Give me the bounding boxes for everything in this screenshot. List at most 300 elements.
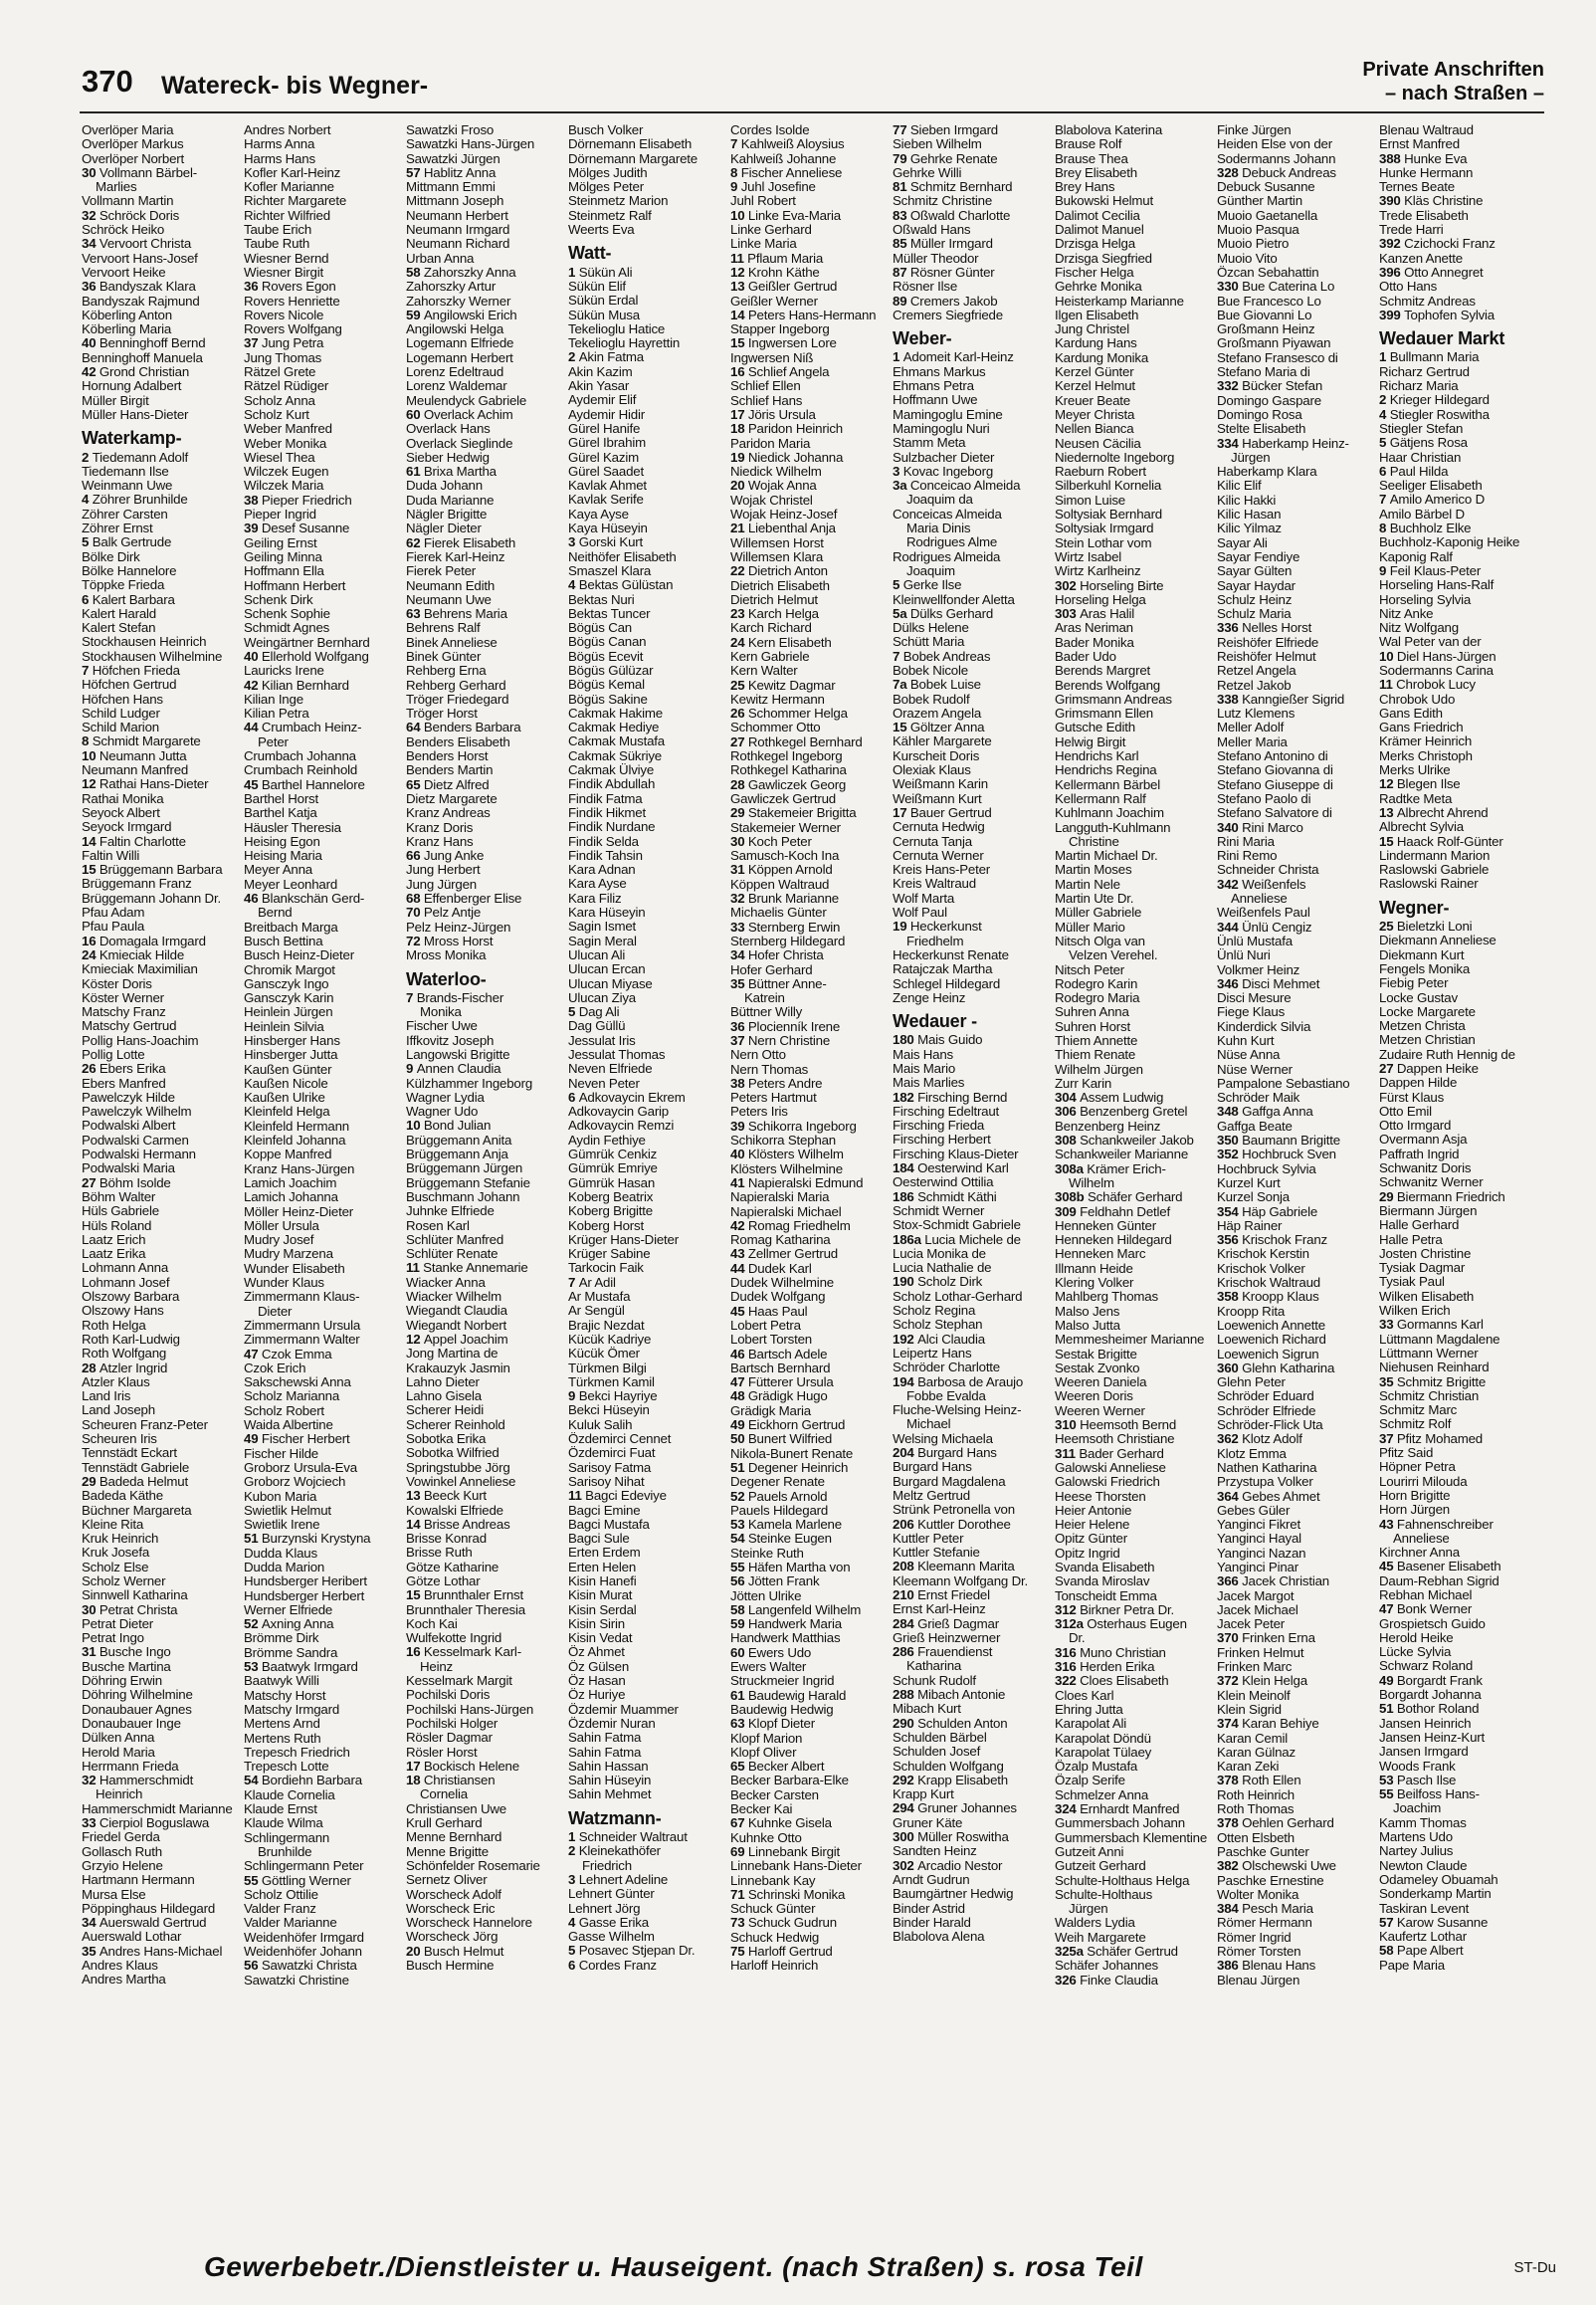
list-item-continuation [406,1787,568,1801]
list-item [244,878,406,892]
resident-name: Gürel Saadet [568,464,644,479]
resident-name: Podwalski Maria [82,1161,175,1176]
house-number: 6 [568,1958,579,1973]
list-item [568,1176,730,1190]
resident-name: Adomeit Karl-Heinz [902,350,1014,365]
resident-name: Rini Maria [1217,834,1275,849]
list-item [730,123,893,137]
list-item [893,1333,1055,1347]
resident-name: Kmieciak Hilde [99,947,185,962]
resident-name: Rathai Monika [82,791,164,806]
resident-name: Horn Brigitte [1379,1488,1451,1503]
list-item [244,166,406,180]
directory-column [1055,123,1217,2243]
resident-name: Petrat Christa [99,1602,178,1617]
resident-name: Weinmann Uwe [82,479,173,494]
resident-name: Brisse Konrad [406,1532,487,1547]
resident-name: Frinken Erna [1242,1631,1315,1646]
resident-name: Breitbach Marga [244,920,338,935]
house-number: 304 [1055,1091,1081,1106]
list-item [406,1603,568,1617]
resident-name: Kleinfeld Helga [244,1105,330,1120]
resident-name: Kilic Hasan [1217,508,1282,523]
resident-name: Müller Theodor [893,251,979,266]
resident-name: Vowinkel Anneliese [406,1474,516,1489]
resident-name: Joaquim da [906,493,973,508]
list-item [1055,1418,1217,1432]
list-item [1217,763,1379,777]
house-number: 186a [893,1232,925,1247]
list-item [1217,252,1379,266]
resident-name: Sayar Gülten [1217,564,1293,579]
list-item [82,266,244,280]
house-number: 4 [568,1915,579,1930]
list-item [1379,1175,1541,1189]
list-item [406,1688,568,1702]
resident-name: Lahno Dieter [406,1374,480,1389]
resident-name: Wilczek Eugen [244,465,329,480]
resident-name: Krischok Franz [1242,1233,1327,1248]
resident-name: Jürgen [1069,1902,1108,1917]
house-number: 7 [893,649,903,664]
list-item [893,1161,1055,1175]
list-item [568,379,730,393]
house-number: 16 [730,365,748,380]
list-item [568,451,730,465]
list-item [82,806,244,820]
list-item [82,1674,244,1688]
list-item [1055,963,1217,977]
list-item [1379,721,1541,734]
resident-name: Schwanitz Werner [1379,1175,1484,1190]
list-item [406,1504,568,1518]
list-item [1055,152,1217,166]
list-item [730,508,893,522]
house-number: 37 [730,1034,748,1048]
list-item [1217,1447,1379,1461]
house-number: 308 [1055,1134,1081,1149]
house-number: 372 [1217,1674,1243,1689]
resident-name: Schmitz Andreas [1379,294,1476,309]
house-number: 32 [82,208,100,223]
list-item [568,535,730,549]
list-item [893,137,1055,151]
list-item [1055,1233,1217,1247]
resident-name: Vervoort Hans-Josef [82,251,198,266]
resident-name: Bögüs Kemal [568,678,645,693]
resident-name: Martin Nele [1055,877,1120,892]
list-item [893,1062,1055,1076]
list-item [1379,1475,1541,1489]
list-item [244,1262,406,1276]
resident-name: Desef Susanne [261,522,350,536]
list-item [1055,309,1217,322]
resident-name: Krull Gerhard [406,1816,483,1831]
resident-name: Kleinfeld Johanna [244,1134,346,1149]
list-item [406,636,568,650]
house-number: 12 [406,1332,424,1347]
list-item [244,309,406,322]
list-item [893,734,1055,748]
resident-name: Meyer Anna [244,863,312,878]
resident-name: Velzen Verehel. [1069,948,1158,963]
resident-name: Sükün Musa [568,308,640,322]
list-item [406,1161,568,1175]
resident-name: Marlies [96,180,137,195]
resident-name: Land Iris [82,1389,131,1404]
house-number: 55 [1379,1787,1397,1802]
resident-name: Schlegel Hildegard [893,976,1001,991]
list-item [1379,451,1541,465]
list-item [82,678,244,692]
list-item [568,294,730,308]
resident-name: Gehrke Willi [893,165,962,180]
list-item [1055,1020,1217,1034]
resident-name: Werner Elfriede [244,1602,333,1617]
list-item [730,494,893,508]
resident-name: Wilken Erich [1379,1304,1451,1319]
list-item [244,1732,406,1746]
resident-name: Schmitz Marc [1379,1403,1458,1418]
list-item [406,1375,568,1389]
list-item [1379,1091,1541,1105]
list-item [82,365,244,379]
list-item [1217,1732,1379,1746]
list-item [1217,1389,1379,1403]
house-number: 25 [1379,920,1397,935]
resident-name: Heisterkamp Marianne [1055,294,1184,309]
resident-name: Stockhausen Wilhelmine [82,649,223,664]
resident-name: Pfitz Said [1379,1446,1434,1461]
resident-name: Höpner Petra [1379,1460,1456,1475]
list-item [1217,806,1379,820]
house-number: 5 [568,1005,579,1020]
resident-name: Tekelioglu Hatice [568,321,666,336]
resident-name: Harms Hans [244,151,315,166]
resident-name: Wiesner Bernd [244,251,329,266]
resident-name: Kisin Serdal [568,1602,637,1617]
list-item [1055,322,1217,336]
list-item [893,920,1055,934]
resident-name: Kilian Petra [244,707,309,722]
list-item [244,295,406,309]
list-item [82,877,244,891]
list-item [406,679,568,693]
list-item [893,948,1055,962]
list-item [1379,1518,1541,1532]
list-item [1055,1404,1217,1418]
house-number: 63 [730,1717,748,1732]
resident-name: Hüls Roland [82,1218,152,1233]
list-item [730,1063,893,1077]
list-item [730,550,893,564]
list-item [406,1333,568,1347]
resident-name: Brüggemann Anja [406,1148,508,1162]
resident-name: Grimsmann Ellen [1055,707,1153,722]
resident-name: Chrobok Lucy [1396,678,1476,693]
resident-name: Schankweiler Jakob [1080,1134,1194,1149]
resident-name: Höfchen Gertrud [82,678,177,693]
resident-name: Grond Christian [99,365,190,380]
list-item [82,1347,244,1361]
list-item [406,1091,568,1105]
list-item [730,1945,893,1959]
list-item [568,935,730,948]
list-item [1379,593,1541,607]
list-item [568,777,730,791]
resident-name: Rothkegel Bernhard [747,734,863,749]
list-item [244,1703,406,1717]
list-item [1379,564,1541,578]
resident-name: Sobotka Erika [406,1432,487,1447]
resident-name: Valder Marianne [244,1916,337,1931]
resident-name: Glehn Katharina [1242,1361,1335,1375]
resident-name: Müller Gabriele [1055,906,1142,921]
list-item [568,1161,730,1175]
list-item [1055,1561,1217,1574]
resident-name: Kavlak Serife [568,493,644,508]
list-item [1055,693,1217,707]
resident-name: Brüggemann Barbara [99,863,223,878]
resident-name: Gutzeit Anni [1055,1844,1124,1859]
resident-name: Schröder Charlotte [893,1361,1001,1375]
resident-name: Sahin Mehmet [568,1787,652,1802]
house-number: 322 [1055,1674,1081,1689]
resident-name: Karan Zeki [1217,1760,1280,1775]
list-item [1055,892,1217,906]
list-item [1217,1831,1379,1845]
list-item [730,1617,893,1631]
list-item [82,550,244,564]
house-number: 312a [1055,1617,1088,1632]
resident-name: Benzenberg Heinz [1055,1119,1161,1134]
list-item [1217,1490,1379,1504]
resident-name: Fütterer Ursula [747,1375,834,1390]
resident-name: Yanginci Nazan [1217,1546,1306,1561]
list-item [82,906,244,920]
resident-name: Kisin Sirin [568,1616,625,1631]
list-item [1379,1148,1541,1161]
list-item [1379,707,1541,721]
list-item [893,1602,1055,1616]
resident-name: Pochilski Holger [406,1716,499,1731]
list-item [406,1204,568,1218]
resident-name: Schulden Anton [917,1716,1008,1731]
house-number: 7 [568,1275,579,1290]
list-item [1055,1760,1217,1774]
list-item [1217,1547,1379,1561]
list-item [82,194,244,208]
resident-name: Bordiehn Barbara [261,1774,362,1788]
footer-code: ST-Du [1513,2259,1556,2276]
list-item-continuation [893,1659,1055,1673]
list-item [1379,1902,1541,1916]
resident-name: Donaubauer Inge [82,1716,181,1731]
resident-name: Kewitz Dagmar [747,678,836,693]
list-item [730,1432,893,1446]
house-number: 29 [1379,1189,1397,1204]
list-item [406,1432,568,1446]
resident-name: Schankweiler Marianne [1055,1148,1189,1162]
list-item [1217,1404,1379,1418]
list-item [244,1561,406,1574]
resident-name: Kuhnke Otto [730,1830,802,1845]
list-item [568,393,730,407]
list-item [568,1674,730,1688]
house-number: 16 [406,1645,424,1660]
resident-name: Schneider Christa [1217,863,1319,878]
resident-name: Angilowski Helga [406,322,504,337]
list-item [568,1005,730,1019]
resident-name: Gätjens Rosa [1389,436,1468,451]
list-item [1217,1162,1379,1176]
list-item [82,1845,244,1859]
list-item [730,1190,893,1204]
house-number: 64 [406,721,424,735]
list-item [406,1134,568,1148]
list-item-continuation [1055,835,1217,849]
list-item [1217,1802,1379,1816]
house-number: 72 [406,934,424,948]
resident-name: Muoio Pasqua [1217,223,1299,238]
resident-name: Lohmann Josef [82,1275,170,1290]
list-item [1379,237,1541,251]
resident-name: Haack Rolf-Günter [1396,834,1503,849]
resident-name: Baatwyk Willi [244,1674,319,1689]
resident-name: Dalimot Cecilia [1055,208,1140,223]
resident-name: Oesterwind Ottilia [893,1175,994,1190]
list-item [82,1717,244,1731]
resident-name: Gehrke Renate [909,151,998,166]
list-item [1217,593,1379,607]
resident-name: Karan Cemil [1217,1731,1288,1746]
resident-name: Logemann Elfriede [406,336,514,351]
resident-name: Albrecht Sylvia [1379,820,1464,835]
house-number: 4 [82,493,93,508]
resident-name: Beeck Kurt [423,1489,487,1504]
resident-name: Schröder Eduard [1217,1389,1314,1404]
resident-name: Valder Franz [244,1902,316,1917]
list-item [1055,1475,1217,1489]
house-number: 15 [1379,834,1397,849]
list-item [406,536,568,550]
house-number: 29 [730,806,748,821]
resident-name: Döhring Erwin [82,1674,162,1689]
resident-name: Kranz Andreas [406,806,491,821]
resident-name: Binder Astrid [893,1901,965,1916]
list-item [730,821,893,835]
house-number: 366 [1217,1574,1243,1589]
resident-name: Brause Thea [1055,151,1128,166]
resident-name: Brüggemann Stefanie [406,1175,530,1190]
resident-name: Anneliese [1393,1531,1450,1546]
list-item [406,1119,568,1133]
resident-name: Roth Karl-Ludwig [82,1332,180,1347]
list-item [893,763,1055,777]
list-item [244,1105,406,1119]
resident-name: Schommer Helga [747,707,848,722]
resident-name: Feil Klaus-Peter [1389,563,1482,578]
resident-name: Ehring Jutta [1055,1702,1123,1717]
list-item [1379,393,1541,407]
resident-name: Napieralski Michael [730,1204,842,1219]
list-item [730,152,893,166]
resident-name: Brands-Fischer [416,990,504,1005]
resident-name: Ernst Karl-Heinz [893,1602,986,1617]
list-item [1055,1802,1217,1816]
resident-name: Jürgen [1231,450,1271,465]
list-item [244,821,406,835]
house-number: 300 [893,1830,918,1845]
resident-name: Müller Birgit [82,393,149,408]
list-item [244,1091,406,1105]
list-item [568,1532,730,1546]
resident-name: Bölke Dirk [82,549,140,564]
resident-name: Overlöper Norbert [82,151,185,166]
list-item [1217,1048,1379,1062]
resident-name: Bader Gerhard [1079,1446,1164,1461]
resident-name: Borgardt Johanna [1379,1688,1482,1703]
list-item [1055,1447,1217,1461]
resident-name: Degener Renate [730,1475,825,1490]
list-item [730,1959,893,1973]
list-item [244,1574,406,1588]
resident-name: Stein Lothar vom [1055,535,1152,550]
resident-name: Hoffmann Ella [244,564,324,579]
list-item [244,1333,406,1347]
list-item [893,1347,1055,1361]
resident-name: Busch Bettina [244,934,323,948]
list-item [244,863,406,877]
house-number: 47 [730,1375,748,1390]
house-number: 46 [730,1347,748,1362]
resident-name: Kofler Marianne [244,180,334,195]
list-item [568,977,730,991]
list-item [244,494,406,508]
resident-name: Linnebank Kay [730,1873,816,1888]
resident-name: Schikorra Ingeborg [747,1119,857,1134]
list-item [568,1944,730,1958]
list-item [82,1930,244,1944]
resident-name: Adkovaycin Garip [568,1105,670,1120]
list-item [730,1816,893,1830]
list-item [82,1091,244,1105]
list-item-continuation [244,735,406,749]
list-item [1379,1133,1541,1147]
list-item [568,806,730,820]
resident-name: Sayar Haydar [1217,578,1296,593]
resident-name: Rebhan Michael [1379,1587,1473,1602]
resident-name: Müller Irmgard [909,237,993,252]
section-title-line-1: Private Anschriften [1362,59,1544,81]
list-item [893,508,1055,522]
resident-name: Ebers Manfred [82,1076,166,1091]
list-item [406,1219,568,1233]
list-item [730,1859,893,1873]
list-item [1217,309,1379,322]
list-item [1055,1205,1217,1219]
list-item [406,550,568,564]
resident-name: Bögüs Canan [568,635,647,650]
house-number: 308b [1055,1190,1089,1205]
resident-name: Nelles Horst [1242,621,1312,636]
list-item [406,1816,568,1830]
house-number: 66 [406,849,424,864]
resident-name: Heckerkunst Renate [893,947,1009,962]
list-item [730,1205,893,1219]
list-item [1055,451,1217,465]
list-item [406,1403,568,1417]
